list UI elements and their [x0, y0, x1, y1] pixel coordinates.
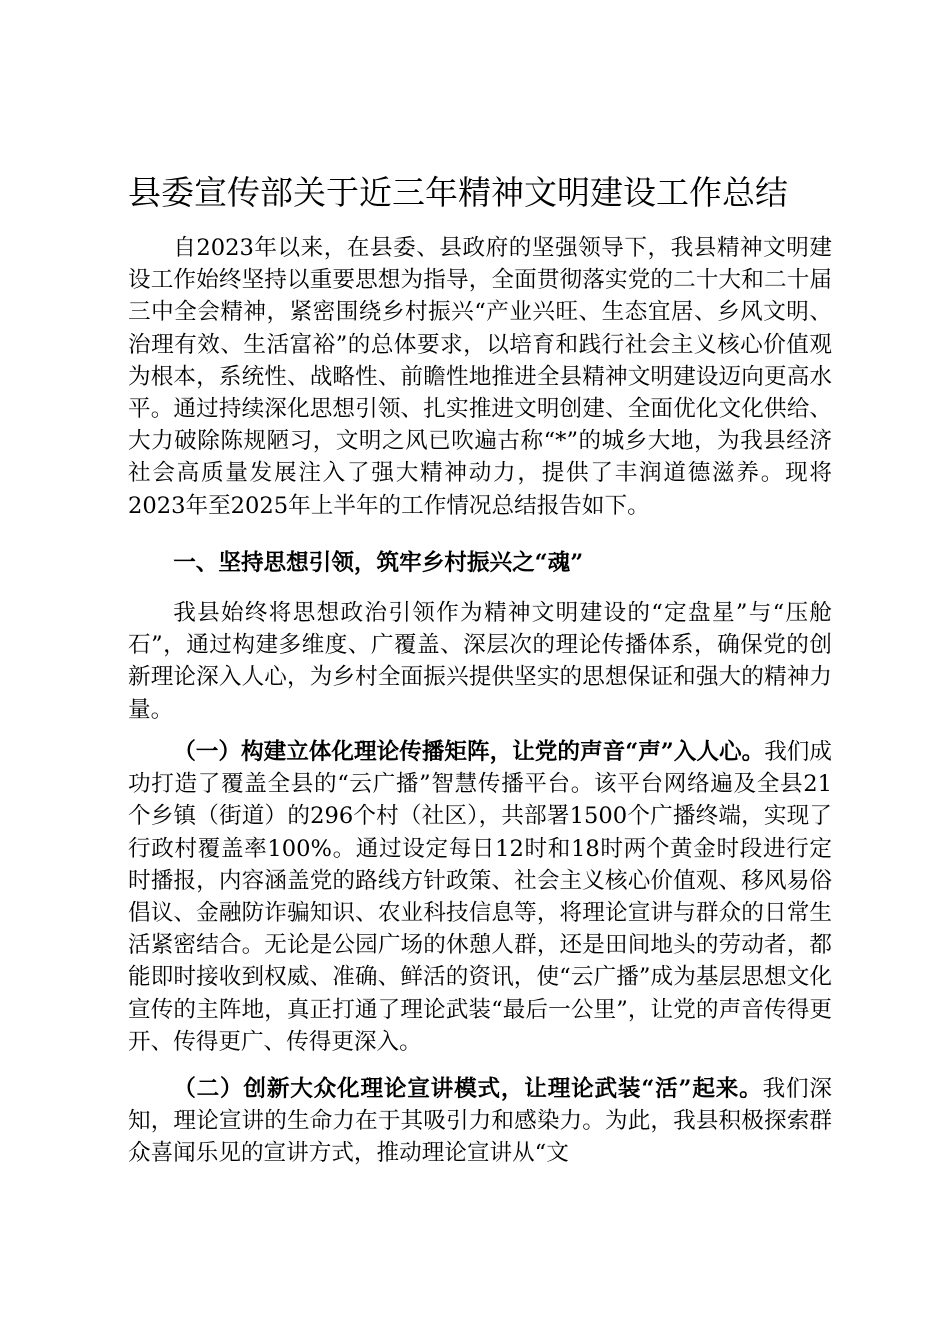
document-title: 县委宣传部关于近三年精神文明建设工作总结 — [128, 173, 788, 212]
subsection-2-text: 我们深知，理论宣讲的生命力在于其吸引力和感染力。为此，我县积极探索群众喜闻乐见的宣讲方式，推动理论宣讲从“文 — [128, 1076, 833, 1167]
subsection-2-lead: （二）创新大众化理论宣讲模式，让理论武装“活”起来。 — [173, 1076, 763, 1102]
subsection-2-paragraph — [128, 1073, 832, 1170]
intro-paragraph: 自2023年以来，在县委、县政府的坚强领导下，我县精神文明建设工作始终坚持以重要思想为指导，全面贯彻落实党的二十大和二十届三中全会精神，紧密围绕乡村振兴“产业兴旺、生态宜居、乡风文明、治理有效、生活富裕”的总体要求，以培育和践行社会主义核心价值观为根本，系统性、战略性、前瞻性地推进全县精神文明建设迈向更高水平。通过持续深化思想引领、扎实推进文明创建、全面优化文化供给、大力破除陈规陋习，文明之风已吹遍古称“*”的城乡大地，为我县经济社会高质量发展注入了强大精神动力，提供了丰润道德滋养。现将2023年至2025年上半年的工作情况总结报告如下。 — [128, 235, 832, 519]
section-1-paragraph: 我县始终将思想政治引领作为精神文明建设的“定盘星”与“压舱石”，通过构建多维度、广覆盖、深层次的理论传播体系，确保党的创新理论深入人心，为乡村全面振兴提供坚实的思想保证和强大的精神力量。 — [128, 600, 832, 723]
subsection-1-paragraph — [128, 736, 832, 1058]
subsection-1-text: 我们成功打造了覆盖全县的“云广播”智慧传播平台。该平台网络遍及全县21个乡镇（街道）的296个村（社区），共部署1500个广播终端，实现了行政村覆盖率100%。通过设定每日12时和18时两个黄金时段进行定时播报，内容涵盖党的路线方针政策、社会主义核心价值观、移风易俗倡议、金融防诈骗知识、农业科技信息等，将理论宣讲与群众的日常生活紧密结合。无论是公园广场的休憩人群，还是田间地头的劳动者，都能即时接收到权威、准确、鲜活的资讯，使“云广播”成为基层思想文化宣传的主阵地，真正打通了理论武装“最后一公里”，让党的声音传得更开、传得更广、传得更深入。 — [128, 739, 832, 1055]
section-1-heading: 一、坚持思想引领，筑牢乡村振兴之“魂” — [173, 550, 584, 576]
subsection-1-lead: （一）构建立体化理论传播矩阵，让党的声音“声”入人心。 — [173, 739, 765, 765]
